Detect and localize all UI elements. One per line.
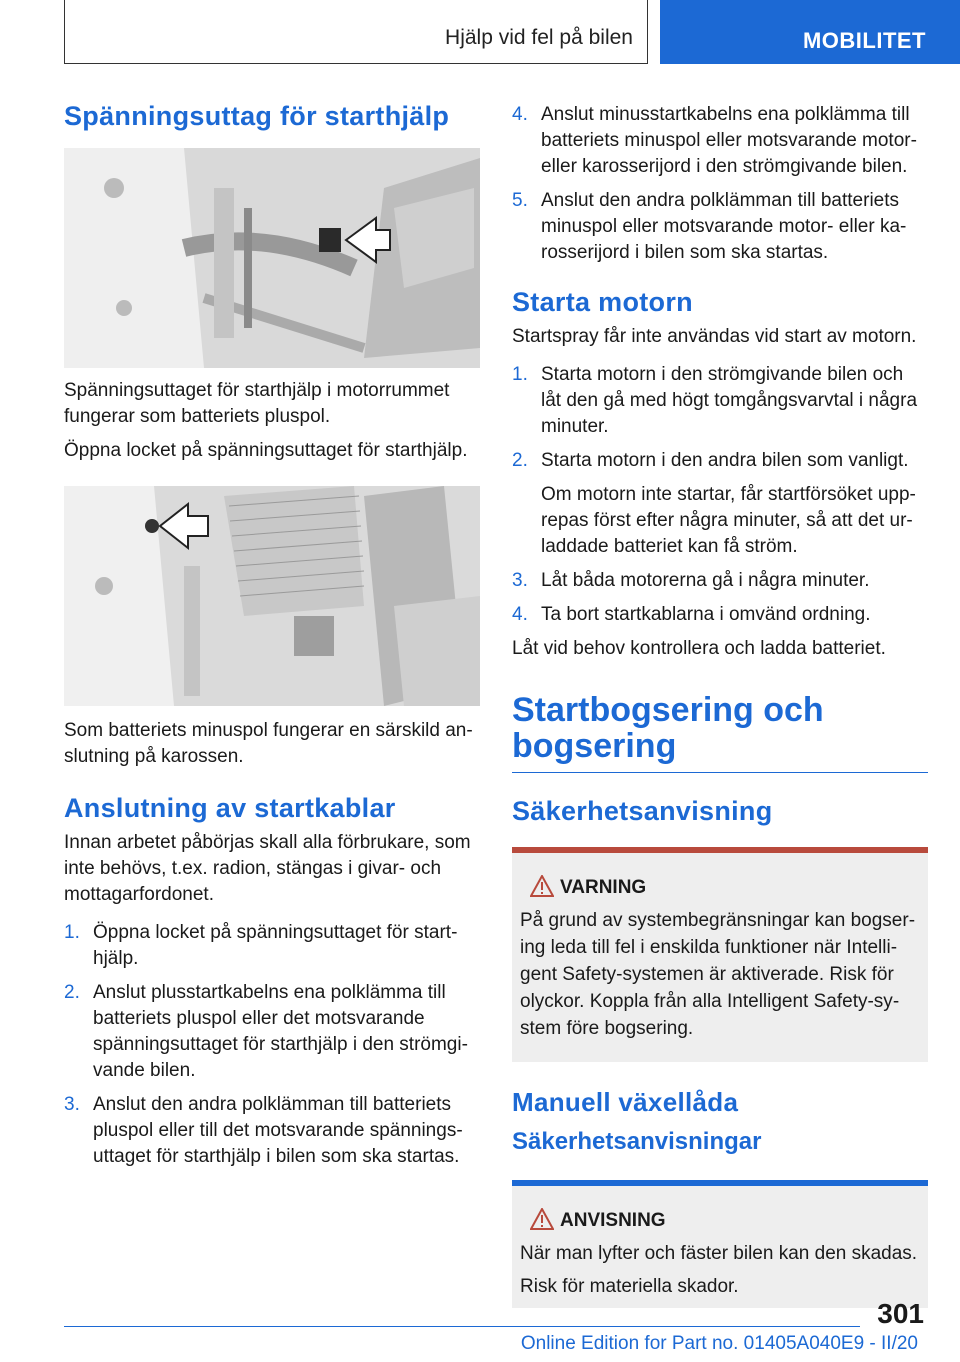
step-text: Anslut plusstartkabelns ena polklämma till batteriets pluspol eller det motsvarande spänningsuttaget för starthjälp i den strömgivande bilen. (93, 981, 468, 1081)
connect-steps-list (64, 920, 480, 1170)
photo2-caption: Som batteriets minuspol fungerar en särskild anslutning på karossen. (64, 719, 473, 767)
list-item (512, 568, 928, 594)
header-section-title: Hjälp vid fel på bilen (445, 26, 633, 49)
warning-triangle-icon (530, 1208, 554, 1230)
note-label: ANVISNING (560, 1210, 666, 1232)
step-text: Låt båda motorerna gå i några minuter. (541, 569, 870, 591)
step-number: 3. (512, 569, 528, 591)
note-box (512, 1180, 928, 1308)
photo1-caption: Spänningsuttaget för starthjälp i motorrummet fungerar som batteriets pluspol. (64, 379, 450, 427)
step-number: 2. (512, 449, 528, 471)
step-number: 2. (64, 981, 80, 1003)
step-text: Anslut minusstartkabelns ena polklämma till batteriets minuspol eller motsvarande motor- eller karosserijord i den strömgivande bilen. (541, 104, 917, 177)
start-engine-intro: Startspray får inte användas vid start av motorn. (512, 325, 917, 347)
list-item (64, 980, 480, 1084)
note-text-1: När man lyfter och fäster bilen kan den skadas. (520, 1243, 918, 1265)
left-column (64, 100, 480, 1178)
header-chapter-label: MOBILITET (802, 28, 926, 53)
section-title-manual-gearbox: Manuell växellåda (512, 1086, 739, 1117)
list-item (512, 602, 928, 628)
step-text: Ta bort startkablarna i omvänd ordning. (541, 603, 871, 625)
step-text: Öppna locket på spänningsuttaget för starthjälp. (93, 921, 458, 969)
step-number: 5. (512, 190, 528, 211)
list-item (64, 920, 480, 972)
note-heading (520, 1208, 920, 1234)
page-number: 301 (877, 1298, 924, 1329)
section-title-connect-cables: Anslutning av startkablar (64, 792, 396, 823)
step-number: 4. (512, 603, 528, 625)
warning-triangle-icon (530, 875, 554, 897)
connect-steps-list-continued (512, 102, 928, 266)
list-item (64, 1092, 480, 1170)
list-item (512, 362, 928, 440)
step-text: Anslut den andra polklämman till batteriets minuspol eller motsvarande motor- eller karosserijord i bilen som ska startas. (541, 190, 907, 263)
chapter-title-towing: Startbogsering och bogsering (512, 690, 824, 765)
photo1-instruction: Öppna locket på spänningsuttaget för starthjälp. (64, 439, 468, 461)
right-column (512, 100, 928, 1308)
list-item (512, 188, 928, 266)
warning-label: VARNING (560, 876, 647, 898)
engine-bay-photo-positive-terminal (64, 148, 480, 368)
section-title-safety-note: Säkerhetsanvisning (512, 795, 773, 826)
step-number: 3. (64, 1093, 80, 1115)
note-text-2: Risk för materiella skador. (520, 1276, 739, 1298)
section-title-start-engine: Starta motorn (512, 287, 693, 317)
engine-bay-photo-ground-point (64, 486, 480, 706)
header-box (64, 0, 648, 64)
warning-box (512, 847, 928, 1062)
footer-rule (64, 1326, 860, 1327)
step-number: 1. (64, 921, 80, 943)
header-chapter-tab (660, 0, 960, 64)
warning-text: På grund av systembegränsningar kan bogsering leda till fel i enskilda funktioner när Intelligent Safety-systemen är aktiverade. Risk för olyckor. Koppla från alla Intelligent Safety-system före bogsering. (520, 909, 916, 1039)
chapter-title-rule (512, 772, 928, 773)
step-text: Anslut den andra polklämman till batteriets pluspol eller till det motsvarande spänningsuttaget för starthjälp i bilen som ska startas. (93, 1093, 463, 1167)
step-text: Starta motorn i den andra bilen som vanligt. (541, 449, 909, 471)
section-title-jump-start-terminal: Spänningsuttag för starthjälp (64, 101, 450, 131)
list-item (512, 448, 928, 560)
connect-cables-intro: Innan arbetet påbörjas skall alla förbrukare, som inte behövs, t.ex. radion, stängas i givar- och mottagarfordonet. (64, 831, 471, 905)
start-steps-list (512, 362, 928, 628)
warning-heading (520, 875, 920, 901)
subsection-title-safety-notes: Säkerhetsanvisningar (512, 1128, 762, 1156)
step-number: 4. (512, 104, 528, 125)
list-item (512, 102, 928, 180)
step-text: Starta motorn i den strömgivande bilen och låt den gå med högt tomgångsvarvtal i några minuter. (541, 363, 918, 437)
step-number: 1. (512, 363, 528, 385)
step-extra-text: Om motorn inte startar, får startförsöket upprepas först efter några minuter, så att det urladdade batteriet kan få ström. (541, 483, 916, 557)
footer-edition-text: Online Edition for Part no. 01405A040E9 - II/20 (520, 1333, 918, 1354)
start-engine-outro: Låt vid behov kontrollera och ladda batteriet. (512, 637, 886, 659)
